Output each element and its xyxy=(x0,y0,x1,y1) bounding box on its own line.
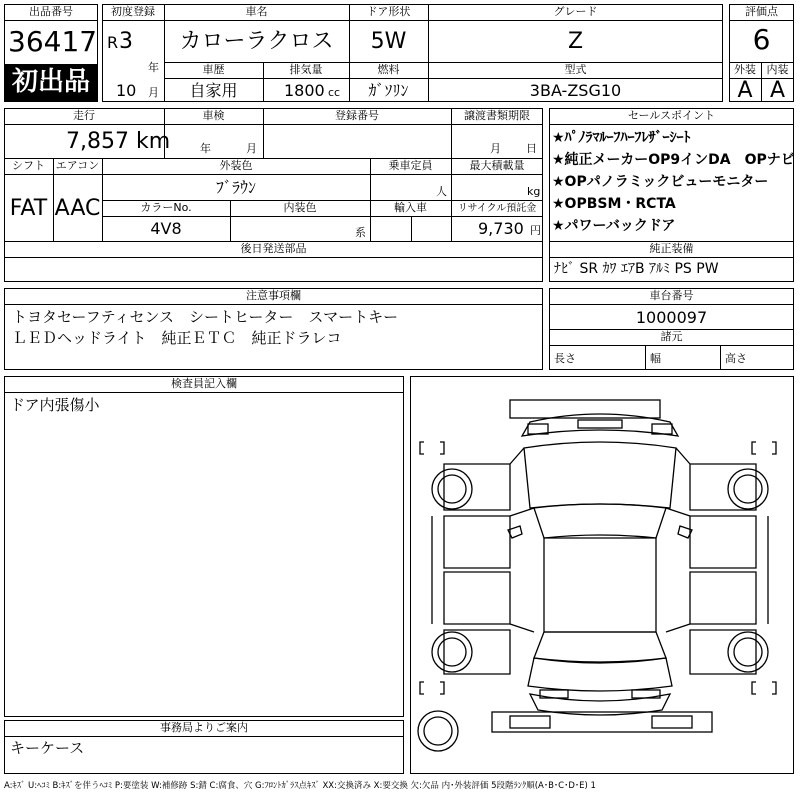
color-no-value: 4V8 xyxy=(150,219,182,238)
recycle-value: 9,730 xyxy=(478,219,524,238)
later-parts-label: 後日発送部品 xyxy=(240,242,307,255)
displacement-value: 1800 xyxy=(284,81,325,100)
chassis-value: 1000097 xyxy=(635,308,708,327)
inspector-label: 検査員記入欄 xyxy=(171,377,237,390)
import-label: 輸入車 xyxy=(394,201,427,214)
score-label: 評価点 xyxy=(745,5,778,18)
sales-point-item: ★パワーバックドア xyxy=(552,218,676,234)
office-label: 事務局よりご案内 xyxy=(160,721,248,734)
sales-point-item: ★純正メーカーOP9インDA OPナビ xyxy=(552,152,795,168)
office-text: キーケース xyxy=(10,739,85,757)
dims-height: 高さ xyxy=(725,352,747,365)
ext-color-label: 外装色 xyxy=(219,159,253,172)
door-label: ドア形状 xyxy=(366,5,411,18)
grade-value: Z xyxy=(567,29,584,54)
aircon-value: AAC xyxy=(54,196,101,221)
lot-number: 36417 xyxy=(8,25,98,58)
sales-point-item: ★OPパノラミックビューモニター xyxy=(552,174,769,190)
recycle-label: リサイクル預託金 xyxy=(457,203,537,214)
capacity-unit: 人 xyxy=(436,185,447,198)
sales-points-label: セールスポイント xyxy=(627,109,715,122)
transfer-month-unit: 月 xyxy=(490,142,501,155)
score-value: 6 xyxy=(752,23,771,56)
max-load-unit: kg xyxy=(527,185,541,198)
legend-text: A:ｷｽﾞ U:ﾍｺﾐ B:ｷｽﾞを伴うﾍｺﾐ P:要塗装 W:補修跡 S:錆 C:腐食、穴 G:ﾌﾛﾝﾄｶﾞﾗｽ点ｷｽﾞ XX:交換済み X:要交換 欠:欠品 内･外装評価 5段階ﾗﾝｸ順(A･B･C･D･E) 1 xyxy=(4,781,596,791)
car-name-label: 車名 xyxy=(245,5,268,18)
capacity-label: 乗車定員 xyxy=(388,159,433,172)
shift-value: FAT xyxy=(9,196,48,221)
first-listing-badge-text: 初出品 xyxy=(11,67,90,97)
first-reg-year: 3 xyxy=(119,29,133,54)
model-value: 3BA-ZSG10 xyxy=(529,81,622,100)
displacement-label: 排気量 xyxy=(289,63,323,76)
history-label: 車歴 xyxy=(202,63,225,76)
first-reg-label: 初度登録 xyxy=(111,5,155,18)
dims-label: 諸元 xyxy=(660,330,683,343)
transfer-label: 譲渡書類期限 xyxy=(464,109,530,122)
car-diagram xyxy=(410,376,794,774)
door-value: 5W xyxy=(370,29,407,54)
history-value: 自家用 xyxy=(189,81,238,100)
inspection-label: 車検 xyxy=(202,109,225,122)
int-grade-value: A xyxy=(769,78,786,103)
notes-line-2: ＬＥＤヘッドライト 純正ＥＴＣ 純正ドラレコ xyxy=(12,329,342,347)
recycle-unit: 円 xyxy=(530,224,541,237)
fuel-label: 燃料 xyxy=(377,63,400,76)
mileage-label: 走行 xyxy=(73,109,95,122)
shift-label: シフト xyxy=(12,159,45,172)
inspection-month-unit: 月 xyxy=(246,142,257,155)
max-load-label: 最大積載量 xyxy=(469,159,525,172)
displacement-unit: cc xyxy=(328,86,341,99)
fuel-value: ｶﾞｿﾘﾝ xyxy=(368,81,409,100)
first-reg-year-unit: 年 xyxy=(148,61,159,74)
mileage-unit: km xyxy=(136,129,171,154)
color-no-label: カラーNo. xyxy=(140,201,192,214)
int-color-label: 内装色 xyxy=(283,201,317,214)
inspector-text: ドア内張傷小 xyxy=(10,396,100,414)
equipment-label: 純正装備 xyxy=(649,242,694,255)
car-name-value: カローラクロス xyxy=(179,29,334,54)
ext-color-value: ﾌﾞﾗｳﾝ xyxy=(215,178,256,197)
notes-label: 注意事項欄 xyxy=(246,289,301,302)
reg-no-label: 登録番号 xyxy=(335,109,379,122)
model-label: 型式 xyxy=(564,63,587,76)
int-grade-label: 内装 xyxy=(766,63,789,76)
sales-point-item: ★OPBSM・RCTA xyxy=(552,196,676,212)
grade-label: グレード xyxy=(553,5,598,18)
equipment-value: ﾅﾋﾞ SR ｶﾜ ｴｱB ｱﾙﾐ PS PW xyxy=(554,261,719,277)
ext-grade-label: 外装 xyxy=(734,63,756,76)
inspection-year-unit: 年 xyxy=(200,142,211,155)
ext-grade-value: A xyxy=(737,78,753,103)
int-color-unit: 系 xyxy=(355,226,366,239)
first-reg-era: R xyxy=(107,33,119,52)
mileage-value: 7,857 xyxy=(66,129,129,154)
dims-width: 幅 xyxy=(650,352,661,365)
dims-length: 長さ xyxy=(554,352,576,365)
sales-point-item: ★ﾊﾟﾉﾗﾏﾙｰﾌﾊｰﾌﾚｻﾞｰｼｰﾄ xyxy=(552,130,691,146)
transfer-day-unit: 日 xyxy=(526,142,537,155)
lot-label: 出品番号 xyxy=(29,5,73,18)
first-reg-month-unit: 月 xyxy=(148,86,159,99)
inspector-box xyxy=(4,376,404,717)
notes-line-1: トヨタセーフティセンス シートヒーター スマートキー xyxy=(12,308,399,326)
aircon-label: エアコン xyxy=(55,159,100,172)
chassis-label: 車台番号 xyxy=(649,289,694,302)
first-reg-month: 10 xyxy=(116,81,137,100)
